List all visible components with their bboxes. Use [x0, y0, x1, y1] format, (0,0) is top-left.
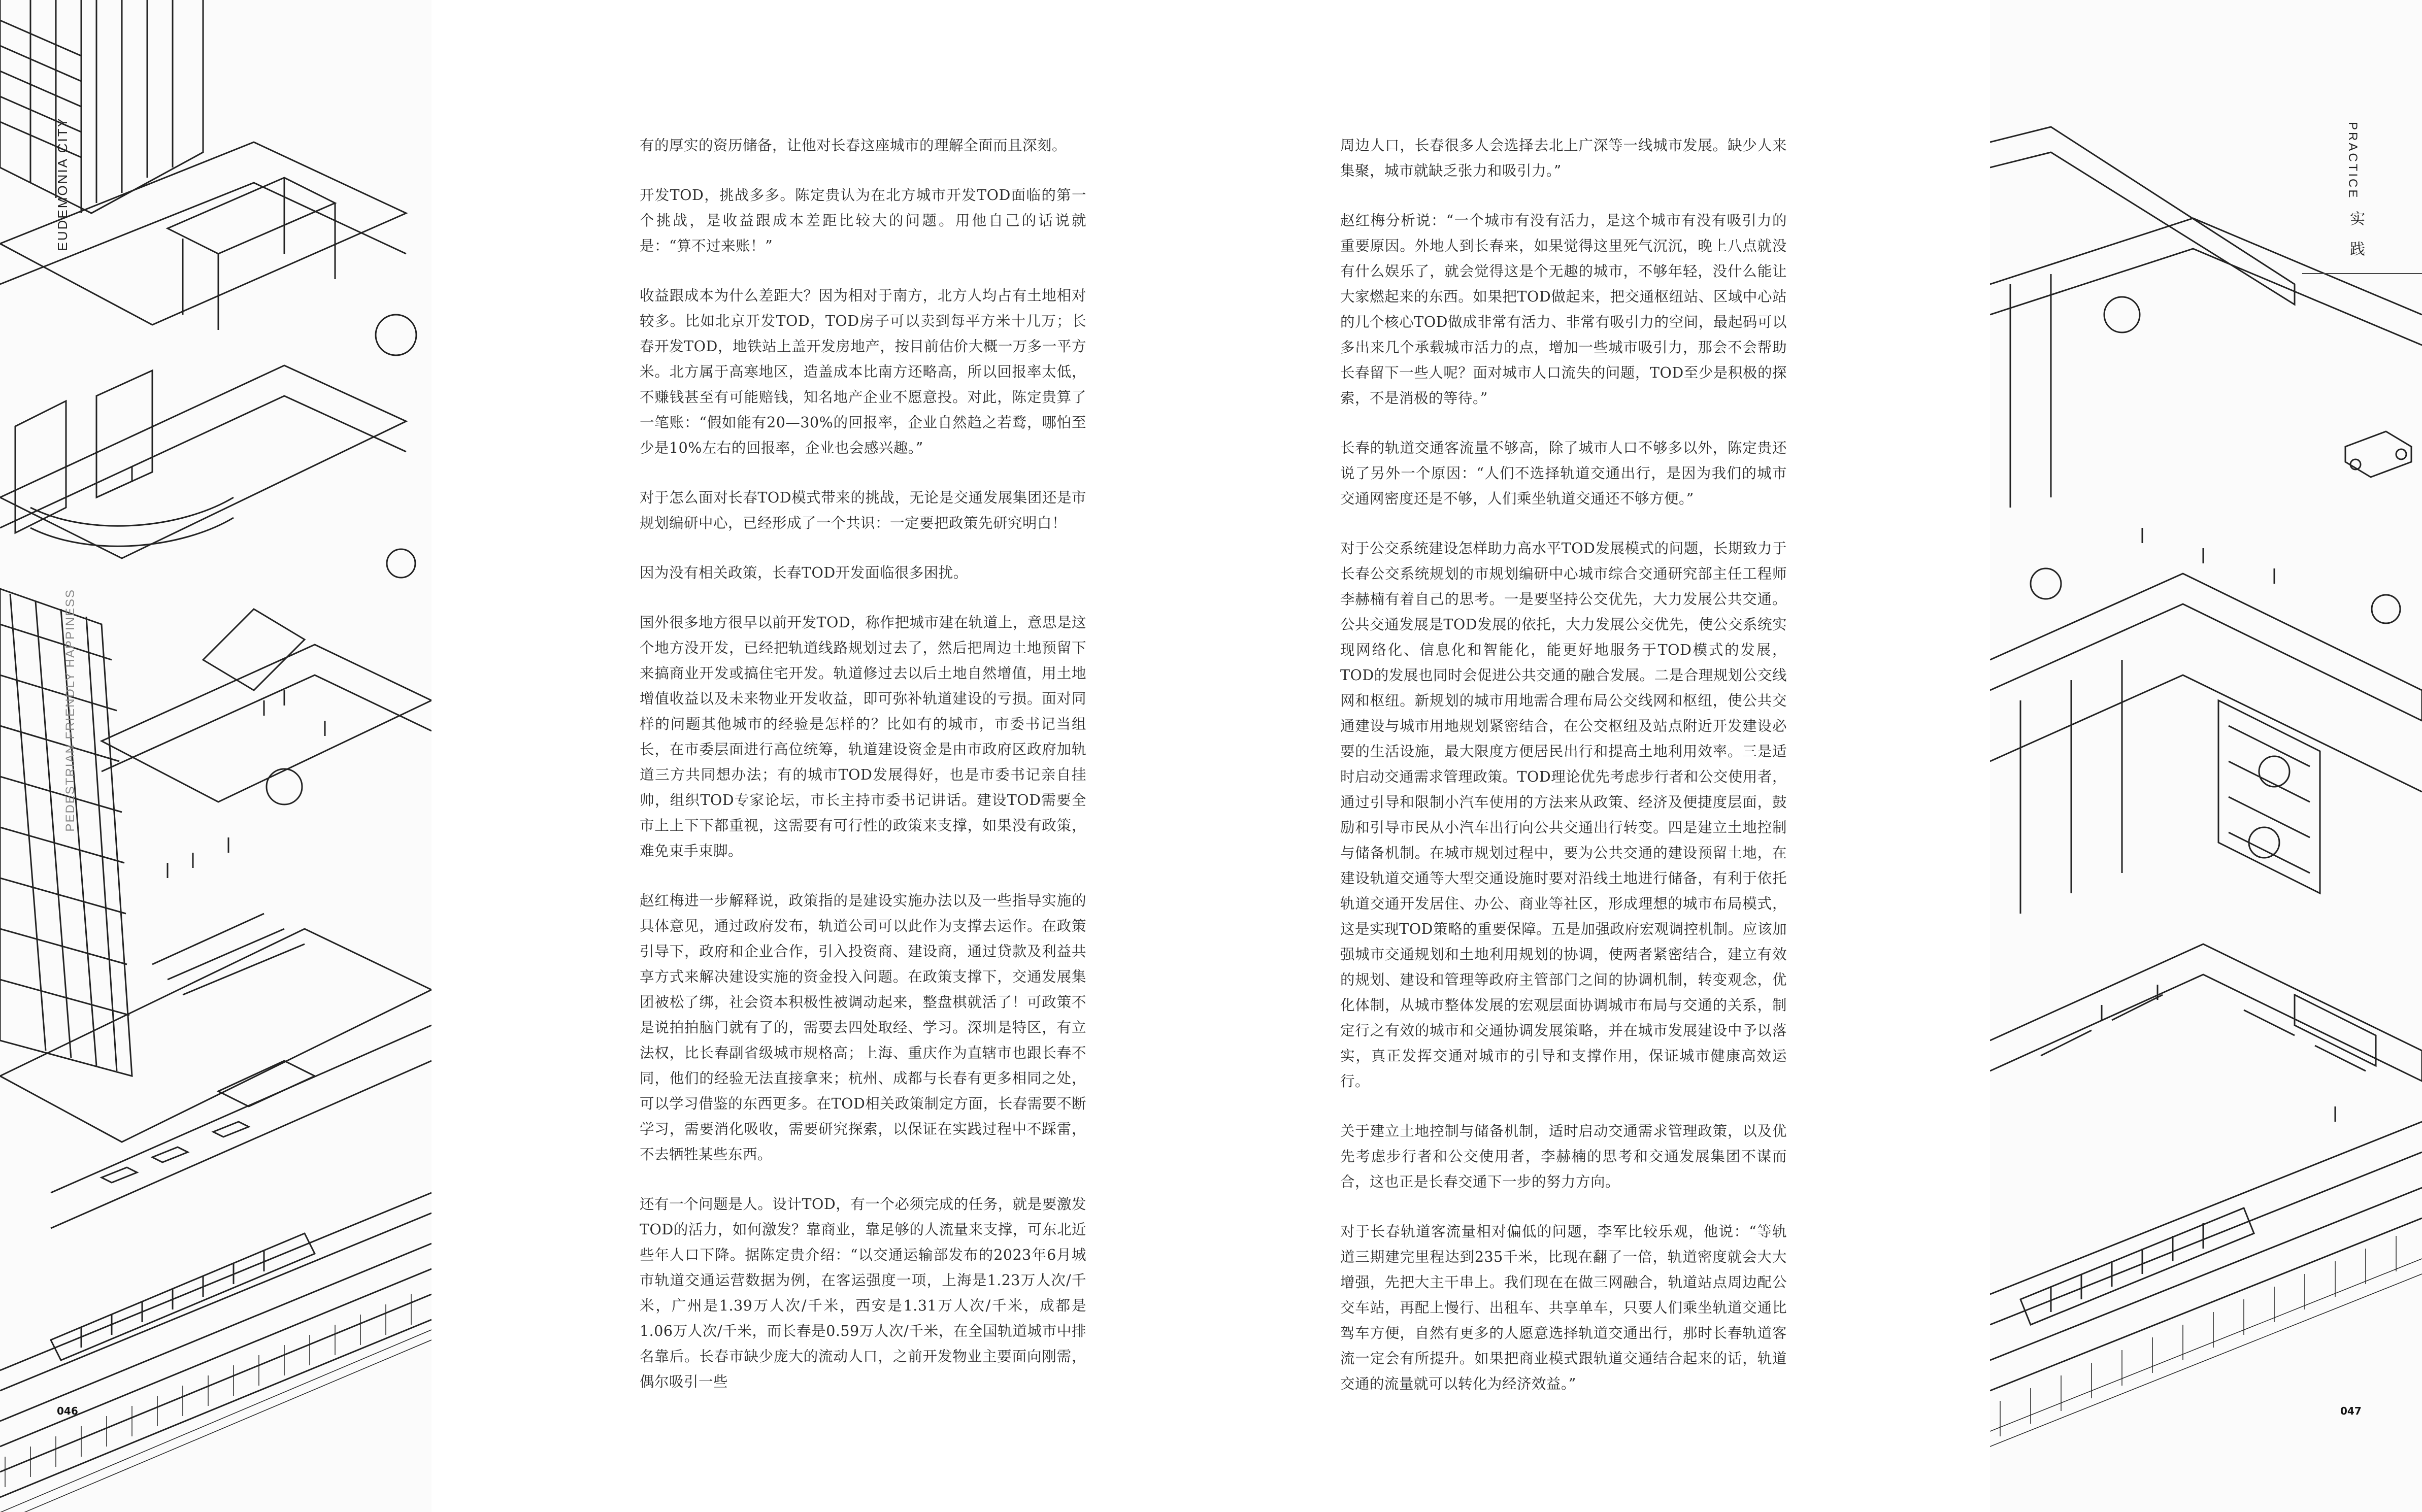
section-divider-line: [2302, 273, 2422, 274]
paragraph: 赵红梅分析说：“一个城市有没有活力，是这个城市有没有吸引力的重要原因。外地人到长春来，如果觉得这里死气沉沉，晚上八点就没有什么娱乐了，就会觉得这是个无趣的城市，不够年轻，没什么能让大家燃起来的东西。如果把TOD做起来，把交通枢纽站、区域中心站的几个核心TOD做成非常有活力、非常有吸引力的空间，最起码可以多出来几个承载城市活力的点，增加一些城市吸引力，那会不会帮助长春留下一些人呢？面对城市人口流失的问题，TOD至少是积极的探索，不是消极的等待。”: [1340, 212, 1787, 407]
article-column-left: [640, 133, 1086, 1419]
paragraph: 周边人口，长春很多人会选择去北上广深等一线城市发展。缺少人来集聚，城市就缺乏张力和吸引力。”: [1340, 137, 1787, 179]
running-head-right-english: PRACTICE: [2346, 122, 2360, 200]
paragraph: 对于公交系统建设怎样助力高水平TOD发展模式的问题，长期致力于长春公交系统规划的市规划编研中心城市综合交通研究部主任工程师李赫楠有着自己的思考。一是要坚持公交优先，大力发展公共交通。公共交通发展是TOD发展的依托，大力发展公交优先，使公交系统实现网络化、信息化和智能化，能更好地服务于TOD模式的发展，TOD的发展也同时会促进公共交通的融合发展。二是合理规划公交线网和枢纽。新规划的城市用地需合理布局公交线网和枢纽，使公共交通建设与城市用地规划紧密结合，在公交枢纽及站点附近开发建设必要的生活设施，最大限度方便居民出行和提高土地利用效率。三是适时启动交通需求管理政策。TOD理论优先考虑步行者和公交使用者，通过引导和限制小汽车使用的方法来从政策、经济及便捷度层面，鼓励和引导市民从小汽车出行向公共交通出行转变。四是建立土地控制与储备机制。在城市规划过程中，要为公共交通的建设预留土地，在建设轨道交通等大型交通设施时要对沿线土地进行储备，有利于依托轨道交通开发居住、办公、商业等社区，形成理想的城市布局模式，这是实现TOD策略的重要保障。五是加强政府宏观调控机制。应该加强城市交通规划和土地利用规划的协调，使两者紧密结合，建立有效的规划、建设和管理等政府主管部门之间的协调机制，转变观念，优化体制，从城市整体发展的宏观层面协调城市布局与交通的关系，制定行之有效的城市和交通协调发展策略，并在城市发展建设中予以落实，真正发挥交通对城市的引导和支撑作用，保证城市健康高效运行。: [1340, 540, 1787, 1090]
paragraph: 还有一个问题是人。设计TOD，有一个必须完成的任务，就是要激发TOD的活力，如何激发？靠商业，靠足够的人流量来支撑，可东北近些年人口下降。据陈定贵介绍：“以交通运输部发布的2023年6月城市轨道交通运营数据为例，在客运强度一项，上海是1.23万人次/千米，广州是1.39万人次/千米，西安是1.31万人次/千米，成都是1.06万人次/千米，而长春是0.59万人次/千米，在全国轨道城市中排名靠后。长春市缺少庞大的流动人口，之前开发物业主要面向刚需，偶尔吸引一些: [640, 1196, 1086, 1390]
running-head-right-chinese: 实 践: [2347, 211, 2365, 261]
paragraph: 对于怎么面对长春TOD模式带来的挑战，无论是交通发展集团还是市规划编研中心，已经形成了一个共识：一定要把政策先研究明白！: [640, 489, 1086, 531]
paragraph: 长春的轨道交通客流量不够高，除了城市人口不够多以外，陈定贵还说了另外一个原因：“人们不选择轨道交通出行，是因为我们的城市交通网密度还是不够，人们乘坐轨道交通还不够方便。”: [1340, 440, 1787, 507]
paragraph: 开发TOD，挑战多多。陈定贵认为在北方城市开发TOD面临的第一个挑战，是收益跟成本差距比较大的问题。用他自己的话说就是：“算不过来账！”: [640, 187, 1086, 254]
paragraph: 因为没有相关政策，长春TOD开发面临很多困扰。: [640, 564, 968, 581]
running-head-left: EUDEMONIA CITY: [55, 117, 70, 251]
page-number-left: 046: [57, 1405, 78, 1417]
paragraph: 收益跟成本为什么差距大？因为相对于南方，北方人均占有土地相对较多。比如北京开发TOD，TOD房子可以卖到每平方米十几万；长春开发TOD，地铁站上盖开发房地产，按目前估价大概一万多一平方米。北方属于高寒地区，造盖成本比南方还略高，所以回报率太低，不赚钱甚至有可能赔钱，知名地产企业不愿意投。对此，陈定贵算了一笔账：“假如能有20—30%的回报率，企业自然趋之若鹜，哪怕至少是10%左右的回报率，企业也会感兴趣。”: [640, 287, 1086, 456]
illustration-caption-faint: PEDESTRIAN FRIENDLY HAPPINESS: [63, 589, 77, 832]
paragraph: 有的厚实的资历储备，让他对长春这座城市的理解全面而且深刻。: [640, 137, 1067, 154]
paragraph: 国外很多地方很早以前开发TOD，称作把城市建在轨道上，意思是这个地方没开发，已经把轨道线路规划过去了，然后把周边土地预留下来搞商业开发或搞住宅开发。轨道修过去以后土地自然增值，用土地增值收益以及未来物业开发收益，即可弥补轨道建设的亏损。面对同样的问题其他城市的经验是怎样的？比如有的城市，市委书记当组长，在市委层面进行高位统筹，轨道建设资金是由市政府区政府加轨道三方共同想办法；有的城市TOD发展得好，也是市委书记亲自挂帅，组织TOD专家论坛，市长主持市委书记讲话。建设TOD需要全市上上下下都重视，这需要有可行性的政策来支撑，如果没有政策，难免束手束脚。: [640, 614, 1086, 859]
page-number-right: 047: [2340, 1405, 2362, 1417]
paragraph: 对于长春轨道客流量相对偏低的问题，李军比较乐观，他说：“等轨道三期建完里程达到235千米，比现在翻了一倍，轨道密度就会大大增强，先把大主干串上。我们现在在做三网融合，轨道站点周边配公交车站，再配上慢行、出租车、共享单车，只要人们乘坐轨道交通比驾车方便，自然有更多的人愿意选择轨道交通出行，那时长春轨道客流一定会有所提升。如果把商业模式跟轨道交通结合起来的话，轨道交通的流量就可以转化为经济效益。”: [1340, 1223, 1787, 1392]
article-column-right: [1340, 133, 1787, 1421]
paragraph: 关于建立土地控制与储备机制，适时启动交通需求管理政策，以及优先考虑步行者和公交使用者，李赫楠的思考和交通发展集团不谋而合，这也正是长春交通下一步的努力方向。: [1340, 1123, 1787, 1190]
paragraph: 赵红梅进一步解释说，政策指的是建设实施办法以及一些指导实施的具体意见，通过政府发布，轨道公司可以此作为支撑去运作。在政策引导下，政府和企业合作，引入投资商、建设商，通过贷款及利益共享方式来解决建设实施的资金投入问题。在政策支撑下，交通发展集团被松了绑，社会资本积极性被调动起来，整盘棋就活了！可政策不是说拍拍脑门就有了的，需要去四处取经、学习。深圳是特区，有立法权，比长春副省级城市规格高；上海、重庆作为直辖市也跟长春不同，他们的经验无法直接拿来；杭州、成都与长春有更多相同之处，可以学习借鉴的东西更多。在TOD相关政策制定方面，长春需要不断学习，需要消化吸收，需要研究探索，以保证在实践过程中不踩雷，不去牺牲某些东西。: [640, 892, 1086, 1163]
